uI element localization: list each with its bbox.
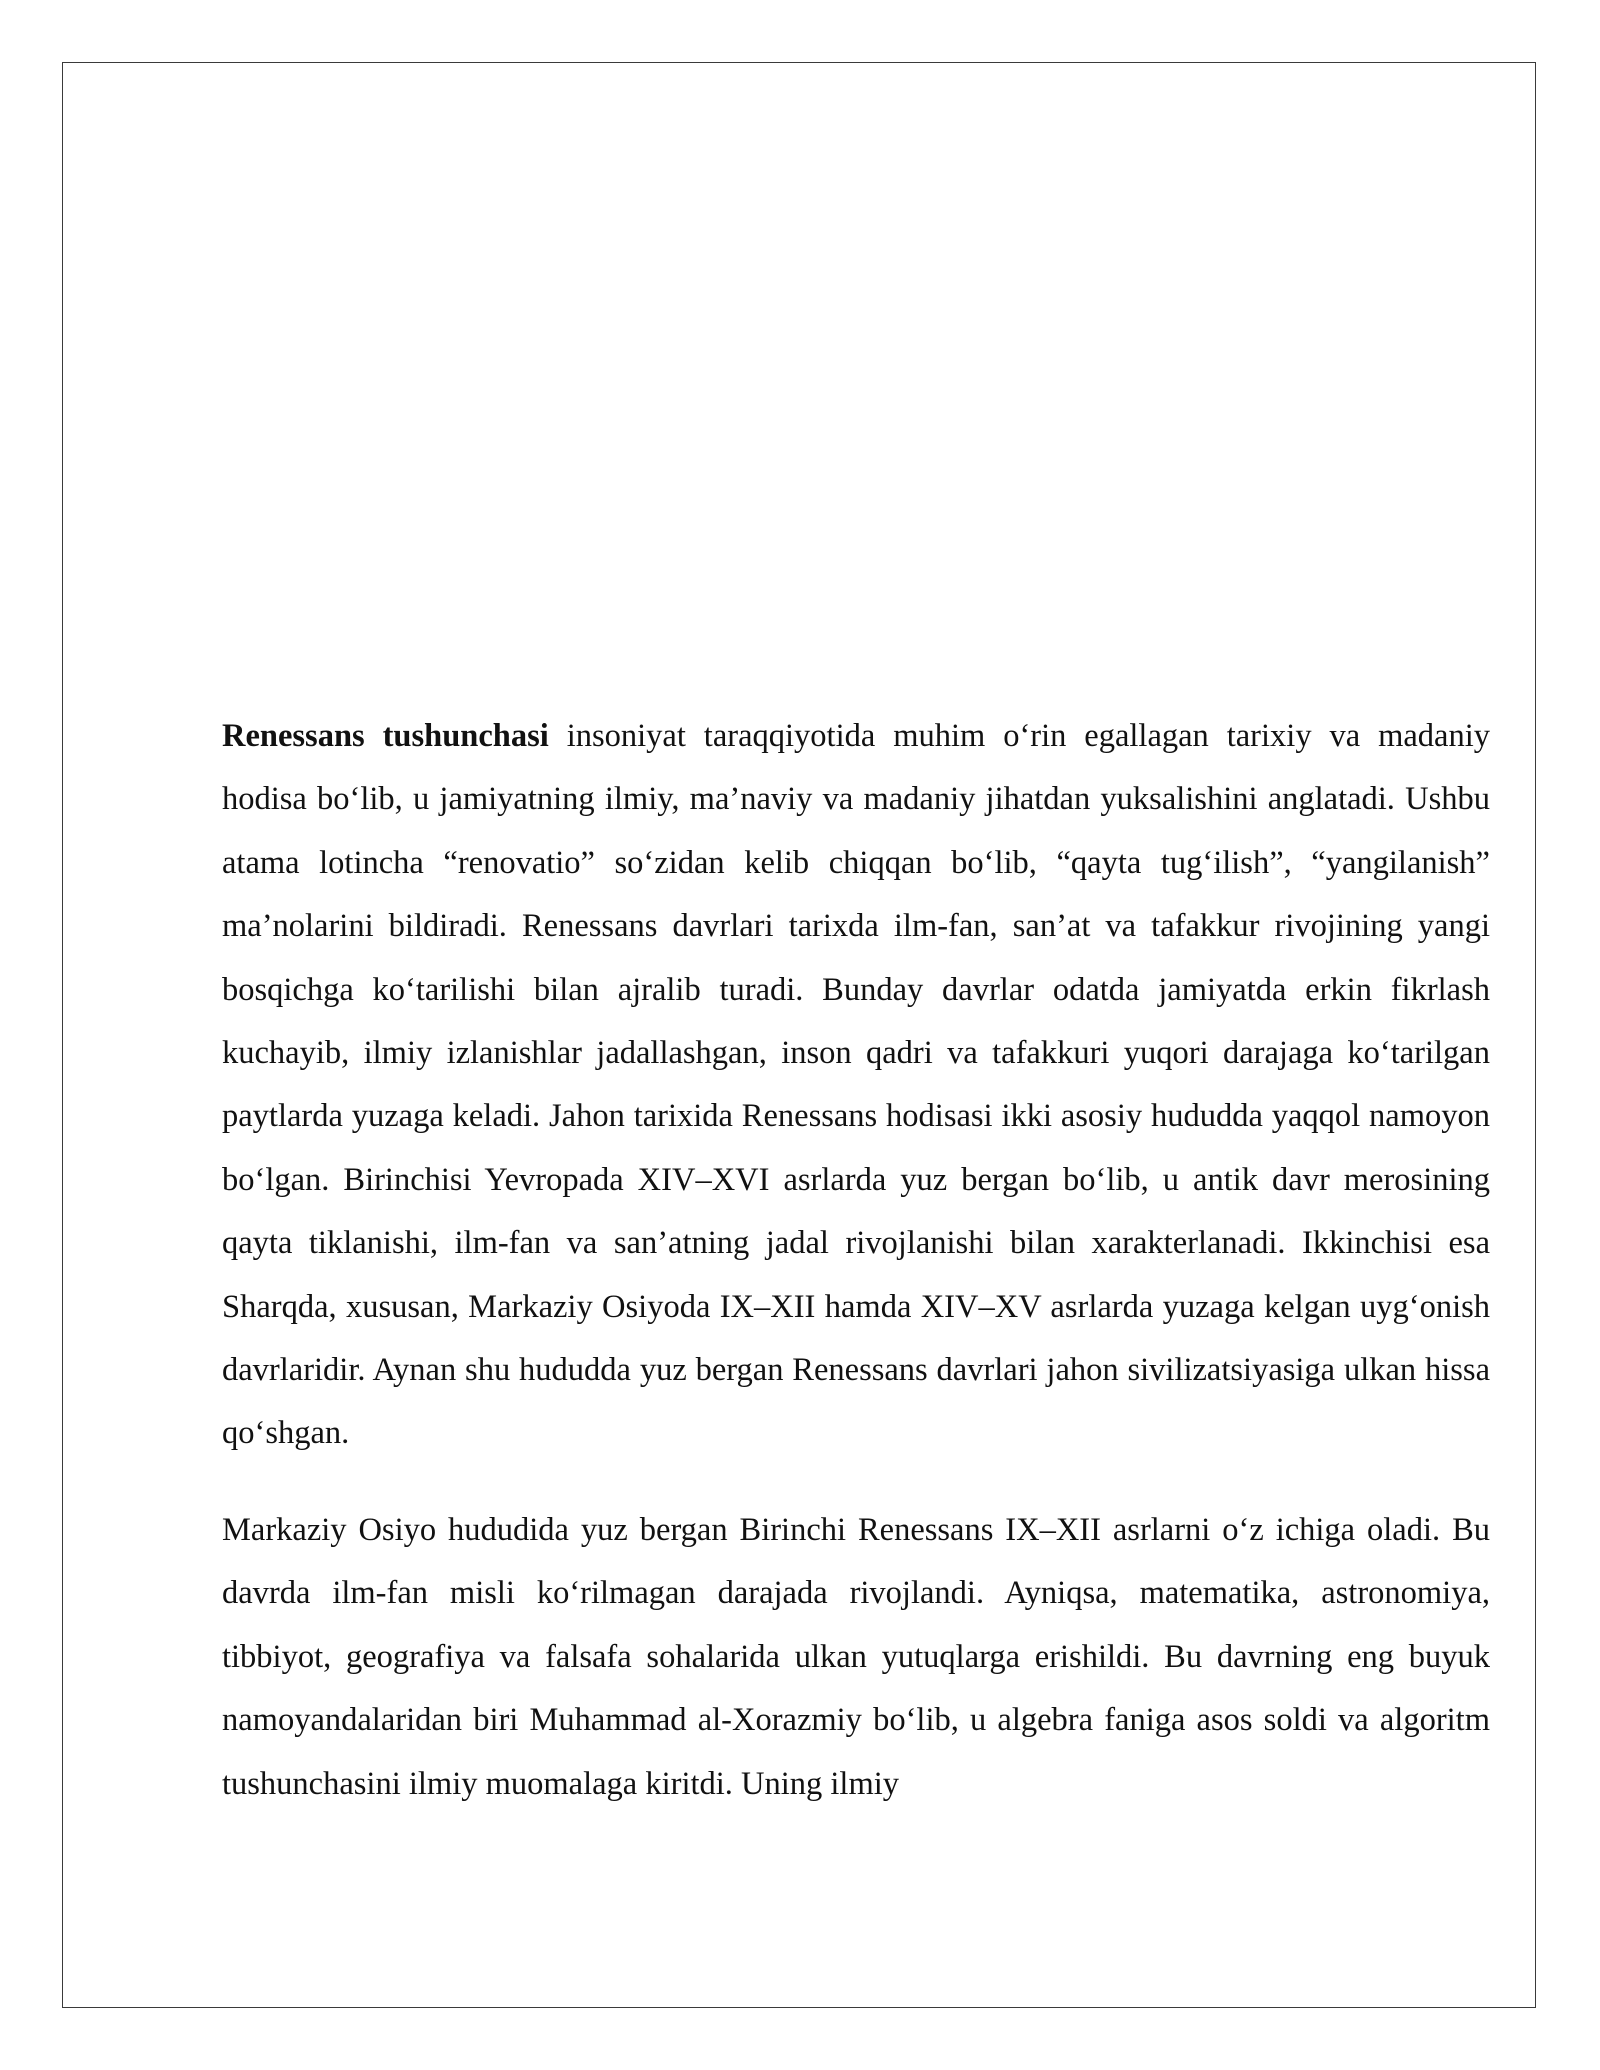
document-body — [222, 705, 1490, 1816]
paragraph-first-renaissance — [222, 1499, 1490, 1816]
paragraph-text: Markaziy Osiyo hududida yuz bergan Birinchi Renessans IX–XII asrlarni o‘z ichiga oladi. Bu davrda ilm-fan misli ko‘rilmagan darajada rivojlandi. Ayniqsa, matematika, astronomiya, tibbiyot, geografiya va falsafa sohalarida ulkan yutuqlarga erishildi. Bu davrning eng buyuk namoyandalaridan biri Muhammad al-Xorazmiy bo‘lib, u algebra faniga asos soldi va algoritm tushunchasini ilmiy muomalaga kiritdi. Uning ilmiy — [222, 1511, 1490, 1802]
paragraph-text: insoniyat taraqqiyotida muhim o‘rin egallagan tarixiy va madaniy hodisa bo‘lib, u jamiyatning ilmiy, ma’naviy va madaniy jihatdan yuksalishini anglatadi. Ushbu atama lotincha “renovatio” so‘zidan kelib chiqqan bo‘lib, “qayta tug‘ilish”, “yangilanish” ma’nolarini bildiradi. Renessans davrlari tarixda ilm-fan, san’at va tafakkur rivojining yangi bosqichga ko‘tarilishi bilan ajralib turadi. Bunday davrlar odatda jamiyatda erkin fikrlash kuchayib, ilmiy izlanishlar jadallashgan, inson qadri va tafakkuri yuqori darajaga ko‘tarilgan paytlarda yuzaga keladi. Jahon tarixida Renessans hodisasi ikki asosiy hududda yaqqol namoyon bo‘lgan. Birinchisi Yevropada XIV–XVI asrlarda yuz bergan bo‘lib, u antik davr merosining qayta tiklanishi, ilm-fan va san’atning jadal rivojlanishi bilan xarakterlanadi. Ikkinchisi esa Sharqda, xususan, Markaziy Osiyoda IX–XII hamda XIV–XV asrlarda yuzaga kelgan uyg‘onish davrlaridir. Aynan shu hududda yuz bergan Renessans davrlari jahon sivilizatsiyasiga ulkan hissa qo‘shgan. — [222, 718, 1490, 1452]
paragraph-renessans-definition — [222, 705, 1490, 1466]
paragraph-lead-term: Renessans tushunchasi — [222, 718, 549, 754]
